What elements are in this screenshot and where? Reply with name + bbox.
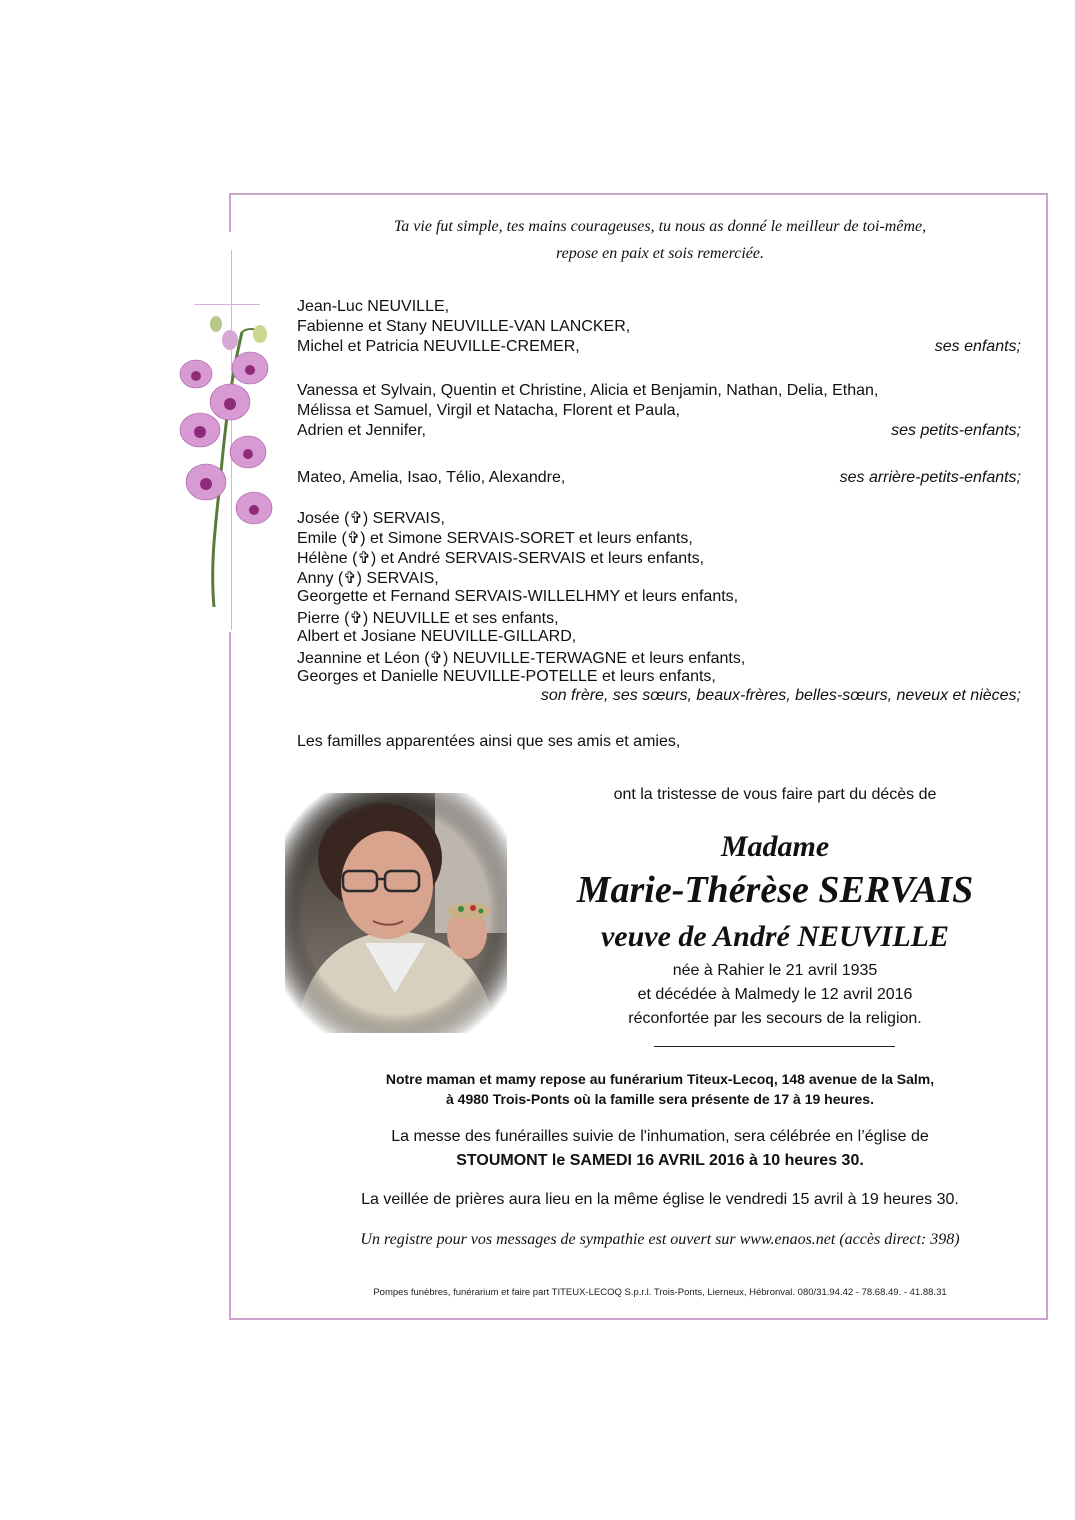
grandchildren-role: ses petits-enfants; [891,422,1021,439]
families-line: Les familles apparentées ainsi que ses amis et amies, [297,733,681,750]
religion-line: réconfortée par les secours de la religion. [628,1010,922,1027]
birth-line: née à Rahier le 21 avril 1935 [672,962,878,979]
grandchildren-line-3: Adrien et Jennifer, [297,422,426,439]
mass-line-2: STOUMONT le SAMEDI 16 AVRIL 2016 à 10 heures 30. [456,1152,864,1169]
portrait-photo [285,793,507,1033]
siblings-role: son frère, ses sœurs, beaux-frères, belles-sœurs, neveux et nièces; [540,687,1021,704]
deceased-widow: veuve de André NEUVILLE [600,920,950,953]
siblings-line-5: Georgette et Fernand SERVAIS-WILLELHMY et leurs enfants, [297,588,739,605]
funerarium-line-1: Notre maman et mamy repose au funérarium Titeux-Lecoq, 148 avenue de la Salm, [385,1071,935,1087]
children-line-3: Michel et Patricia NEUVILLE-CREMER, [297,338,580,355]
mass-line-1: La messe des funérailles suivie de l'inhumation, sera célébrée en l’église de [391,1128,929,1145]
deceased-title: Madame [720,830,830,863]
death-line: et décédée à Malmedy le 12 avril 2016 [637,986,913,1003]
registry-line: Un registre pour vos messages de sympathie est ouvert sur www.enaos.net (accès direct: 398) [360,1231,960,1248]
siblings-line-1: Josée (✞) SERVAIS, [297,510,445,527]
quote-line-1: Ta vie fut simple, tes mains courageuses, tu nous as donné le meilleur de toi-même, [393,218,927,235]
announcement-line: ont la tristesse de vous faire part du décès de [613,786,937,803]
card-border [229,193,1048,1320]
quote-line-2: repose en paix et sois remerciée. [556,245,764,262]
children-line-2: Fabienne et Stany NEUVILLE-VAN LANCKER, [297,318,631,335]
siblings-line-7: Albert et Josiane NEUVILLE-GILLARD, [297,628,577,645]
footer-line: Pompes funèbres, funérarium et faire part TITEUX-LECOQ S.p.r.l. Trois-Ponts, Lierneux, Hébronval. 080/31.94.42 - 78.68.49. - 41.88.31 [373,1287,947,1298]
vigil-line: La veillée de prières aura lieu en la même église le vendredi 15 avril à 19 heures 30. [361,1191,959,1208]
siblings-line-6: Pierre (✞) NEUVILLE et ses enfants, [297,610,559,627]
great-grandchildren-line: Mateo, Amelia, Isao, Télio, Alexandre, [297,469,566,486]
siblings-line-4: Anny (✞) SERVAIS, [297,570,439,587]
grandchildren-line-2: Mélissa et Samuel, Virgil et Natacha, Florent et Paula, [297,402,680,419]
siblings-line-8: Jeannine et Léon (✞) NEUVILLE-TERWAGNE et leurs enfants, [297,650,746,667]
separator-rule [654,1046,895,1047]
orchid-image [170,312,280,612]
funerarium-line-2: à 4980 Trois-Ponts où la famille sera présente de 17 à 19 heures. [446,1091,874,1107]
great-grandchildren-role: ses arrière-petits-enfants; [839,469,1021,486]
cross-horizontal-bar [194,304,260,305]
siblings-line-3: Hélène (✞) et André SERVAIS-SERVAIS et leurs enfants, [297,550,705,567]
children-line-1: Jean-Luc NEUVILLE, [297,298,450,315]
siblings-line-2: Emile (✞) et Simone SERVAIS-SORET et leurs enfants, [297,530,693,547]
siblings-line-9: Georges et Danielle NEUVILLE-POTELLE et leurs enfants, [297,668,716,685]
grandchildren-line-1: Vanessa et Sylvain, Quentin et Christine, Alicia et Benjamin, Nathan, Delia, Ethan, [297,382,879,399]
deceased-name: Marie-Thérèse SERVAIS [576,869,974,911]
children-role: ses enfants; [934,338,1021,355]
